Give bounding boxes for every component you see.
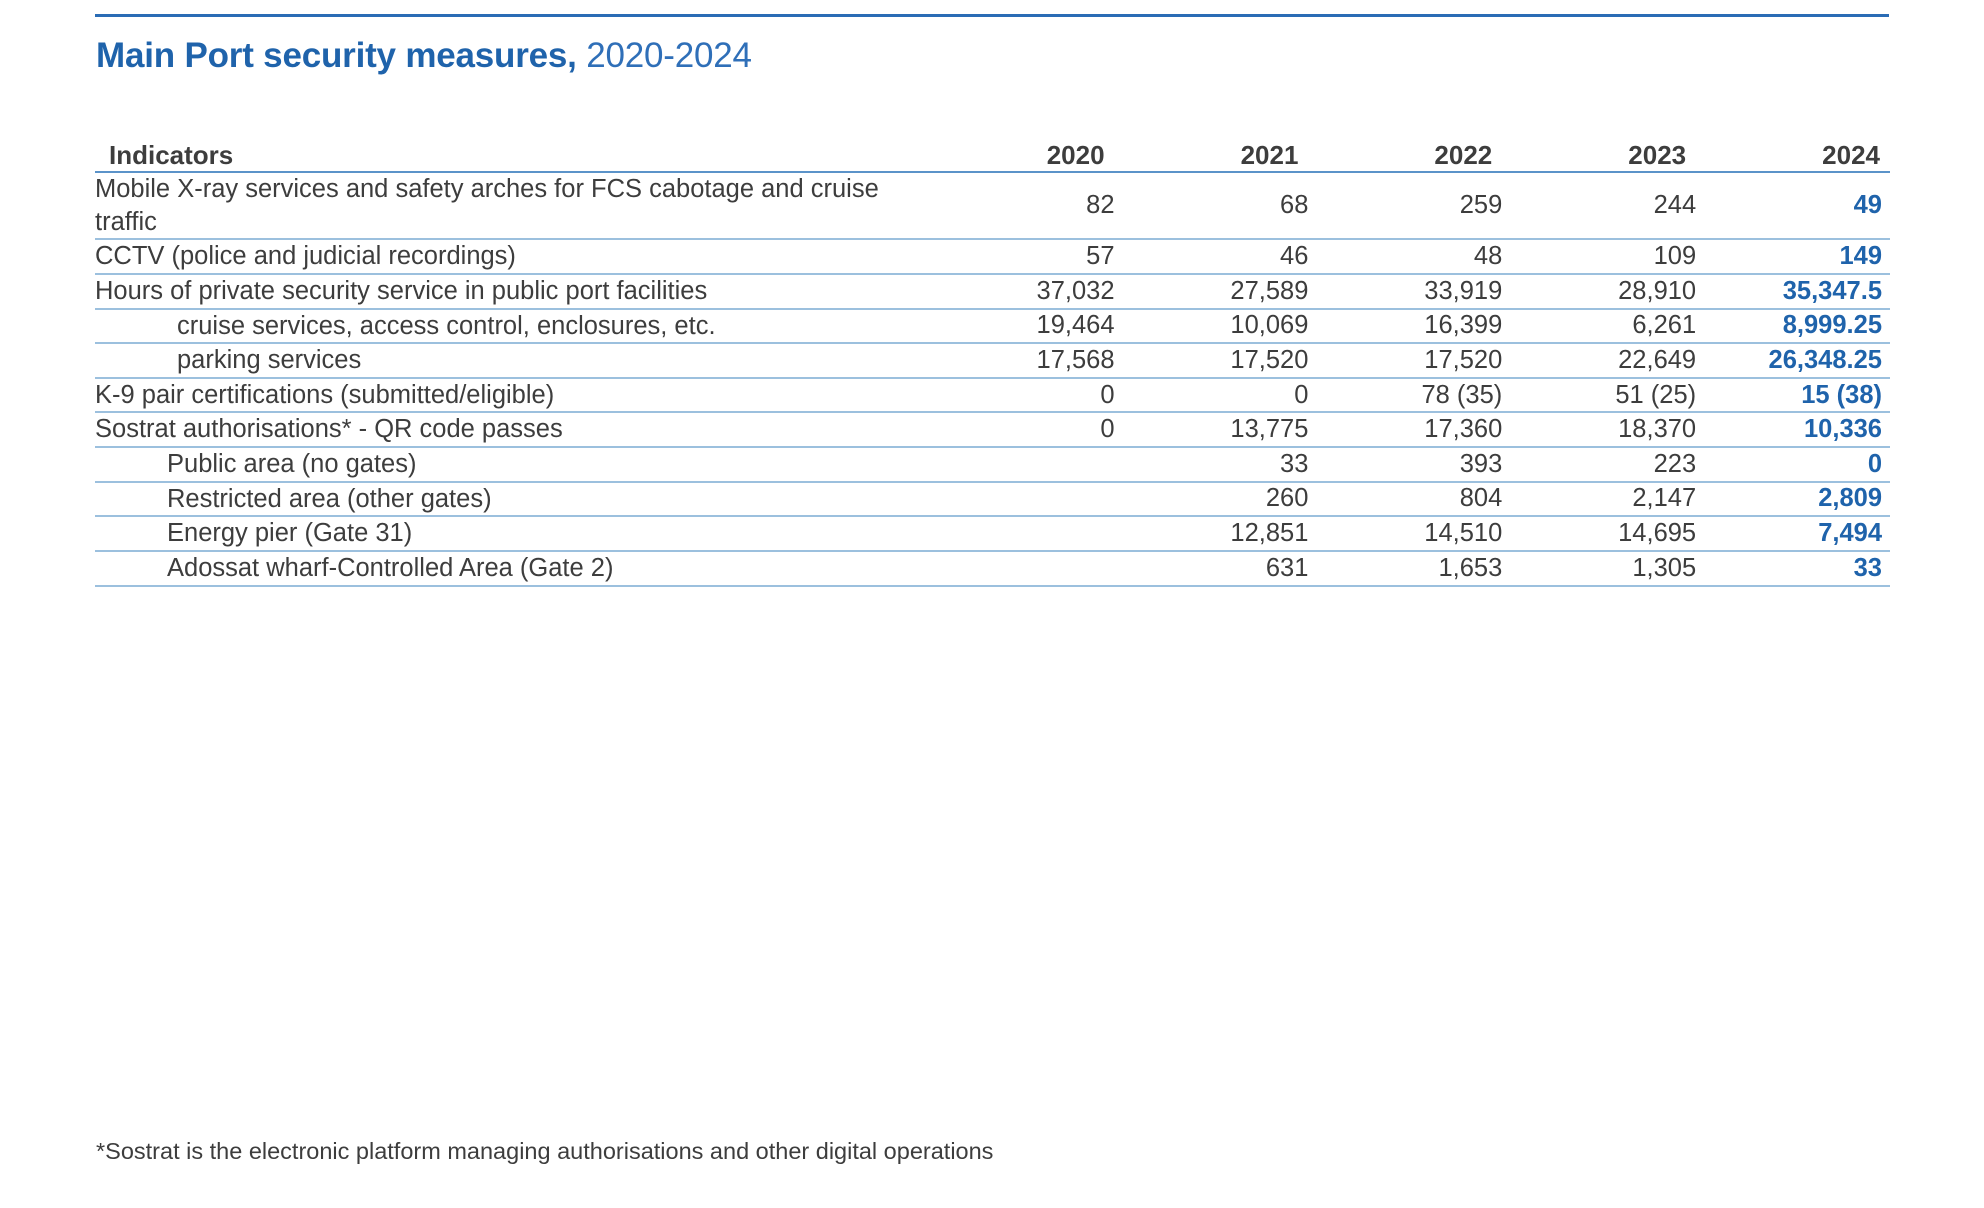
cell-2020: [921, 447, 1115, 482]
table-row: [95, 274, 1890, 309]
row-label: Restricted area (other gates): [167, 484, 492, 513]
cell-2021: 13,775: [1230, 415, 1309, 444]
cell-2024: 7,494: [1818, 519, 1882, 548]
column-header-indicators: Indicators: [109, 140, 234, 170]
cell-2022: 393: [1459, 449, 1503, 478]
cell-2021: 17,520: [1230, 345, 1309, 374]
cell-2022: 16,399: [1424, 311, 1503, 340]
page-title: [96, 36, 752, 76]
cell-2020: 0: [1100, 380, 1115, 409]
column-header-2023: 2023: [1628, 140, 1687, 170]
column-header-2021: 2021: [1240, 140, 1299, 170]
row-label: Mobile X-ray services and safety arches for FCS cabotage and cruise traffic: [95, 175, 879, 236]
cell-2020: 37,032: [1036, 276, 1115, 305]
column-header-2020: 2020: [1046, 140, 1105, 170]
cell-2020: 82: [1086, 191, 1115, 220]
row-label: Energy pier (Gate 31): [167, 519, 413, 548]
cell-2024: 149: [1839, 242, 1882, 271]
table-row: [95, 378, 1890, 413]
cell-2023: 14,695: [1618, 519, 1697, 548]
cell-2023: 51 (25): [1615, 380, 1697, 409]
cell-2024: 33: [1853, 553, 1882, 582]
column-header-2022: 2022: [1434, 140, 1493, 170]
cell-2020: [921, 516, 1115, 551]
cell-2022: 48: [1473, 242, 1503, 271]
table-row: [95, 412, 1890, 447]
security-measures-table: [95, 140, 1890, 587]
cell-2022: 259: [1459, 191, 1503, 220]
page-title-main: Main Port security measures,: [96, 36, 577, 75]
row-label: CCTV (police and judicial recordings): [95, 242, 516, 271]
cell-2022: 78 (35): [1421, 380, 1503, 409]
table-row: [95, 482, 1890, 517]
cell-2024: 2,809: [1818, 484, 1882, 513]
footnote: *Sostrat is the electronic platform managing authorisations and other digital operations: [96, 1138, 994, 1164]
cell-2021: 46: [1280, 242, 1309, 271]
cell-2020: 0: [1100, 415, 1115, 444]
cell-2024: 0: [1867, 449, 1882, 478]
cell-2023: 244: [1653, 191, 1697, 220]
page-title-years: 2020-2024: [576, 36, 752, 75]
cell-2022: 33,919: [1424, 276, 1503, 305]
table-header: [95, 140, 1890, 172]
row-label: cruise services, access control, enclosures, etc.: [177, 311, 716, 340]
cell-2020: [921, 482, 1115, 517]
row-label: Adossat wharf-Controlled Area (Gate 2): [167, 553, 614, 582]
cell-2020: 17,568: [1036, 345, 1115, 374]
row-label: Public area (no gates): [167, 450, 417, 478]
cell-2020: 19,464: [1036, 311, 1115, 340]
cell-2024: 8,999.25: [1782, 311, 1882, 340]
cell-2023: 223: [1653, 449, 1697, 478]
cell-2021: 10,069: [1230, 311, 1309, 340]
row-label: parking services: [177, 346, 362, 375]
table-row: [95, 516, 1890, 551]
cell-2020: 57: [1086, 242, 1115, 271]
cell-2021: 260: [1265, 484, 1309, 513]
cell-2022: 1,653: [1438, 553, 1503, 582]
column-header-2024: 2024: [1822, 140, 1880, 170]
cell-2023: 1,305: [1632, 553, 1697, 582]
table-row: [95, 172, 1890, 239]
cell-2023: 22,649: [1618, 345, 1697, 374]
table-header-row: [95, 140, 1890, 172]
top-divider: [95, 14, 1889, 17]
cell-2023: 28,910: [1618, 276, 1697, 305]
table-row: [95, 309, 1890, 344]
table-row: [95, 343, 1890, 378]
cell-2021: 27,589: [1230, 276, 1309, 305]
row-label: Hours of private security service in public port facilities: [95, 276, 708, 305]
table-row: [95, 551, 1890, 586]
cell-2021: 631: [1265, 553, 1309, 582]
cell-2023: 18,370: [1618, 415, 1697, 444]
cell-2023: 6,261: [1632, 311, 1697, 340]
cell-2024: 26,348.25: [1768, 345, 1882, 374]
cell-2024: 15 (38): [1801, 380, 1882, 409]
cell-2023: 109: [1653, 242, 1697, 271]
table-row: [95, 239, 1890, 274]
cell-2022: 17,360: [1424, 415, 1503, 444]
cell-2021: 12,851: [1230, 519, 1309, 548]
cell-2021: 68: [1280, 191, 1309, 220]
cell-2021: 0: [1294, 380, 1309, 409]
row-label: Sostrat authorisations* - QR code passes: [95, 415, 563, 444]
table-row: [95, 447, 1890, 482]
table-body: [95, 172, 1890, 586]
cell-2022: 17,520: [1424, 345, 1503, 374]
cell-2022: 804: [1459, 484, 1503, 513]
cell-2023: 2,147: [1632, 484, 1697, 513]
row-label: K-9 pair certifications (submitted/eligible): [95, 380, 555, 409]
cell-2021: 33: [1280, 449, 1309, 478]
cell-2024: 35,347.5: [1782, 276, 1882, 305]
cell-2024: 10,336: [1804, 415, 1882, 444]
cell-2022: 14,510: [1424, 519, 1503, 548]
cell-2024: 49: [1853, 191, 1882, 220]
cell-2020: [921, 551, 1115, 586]
